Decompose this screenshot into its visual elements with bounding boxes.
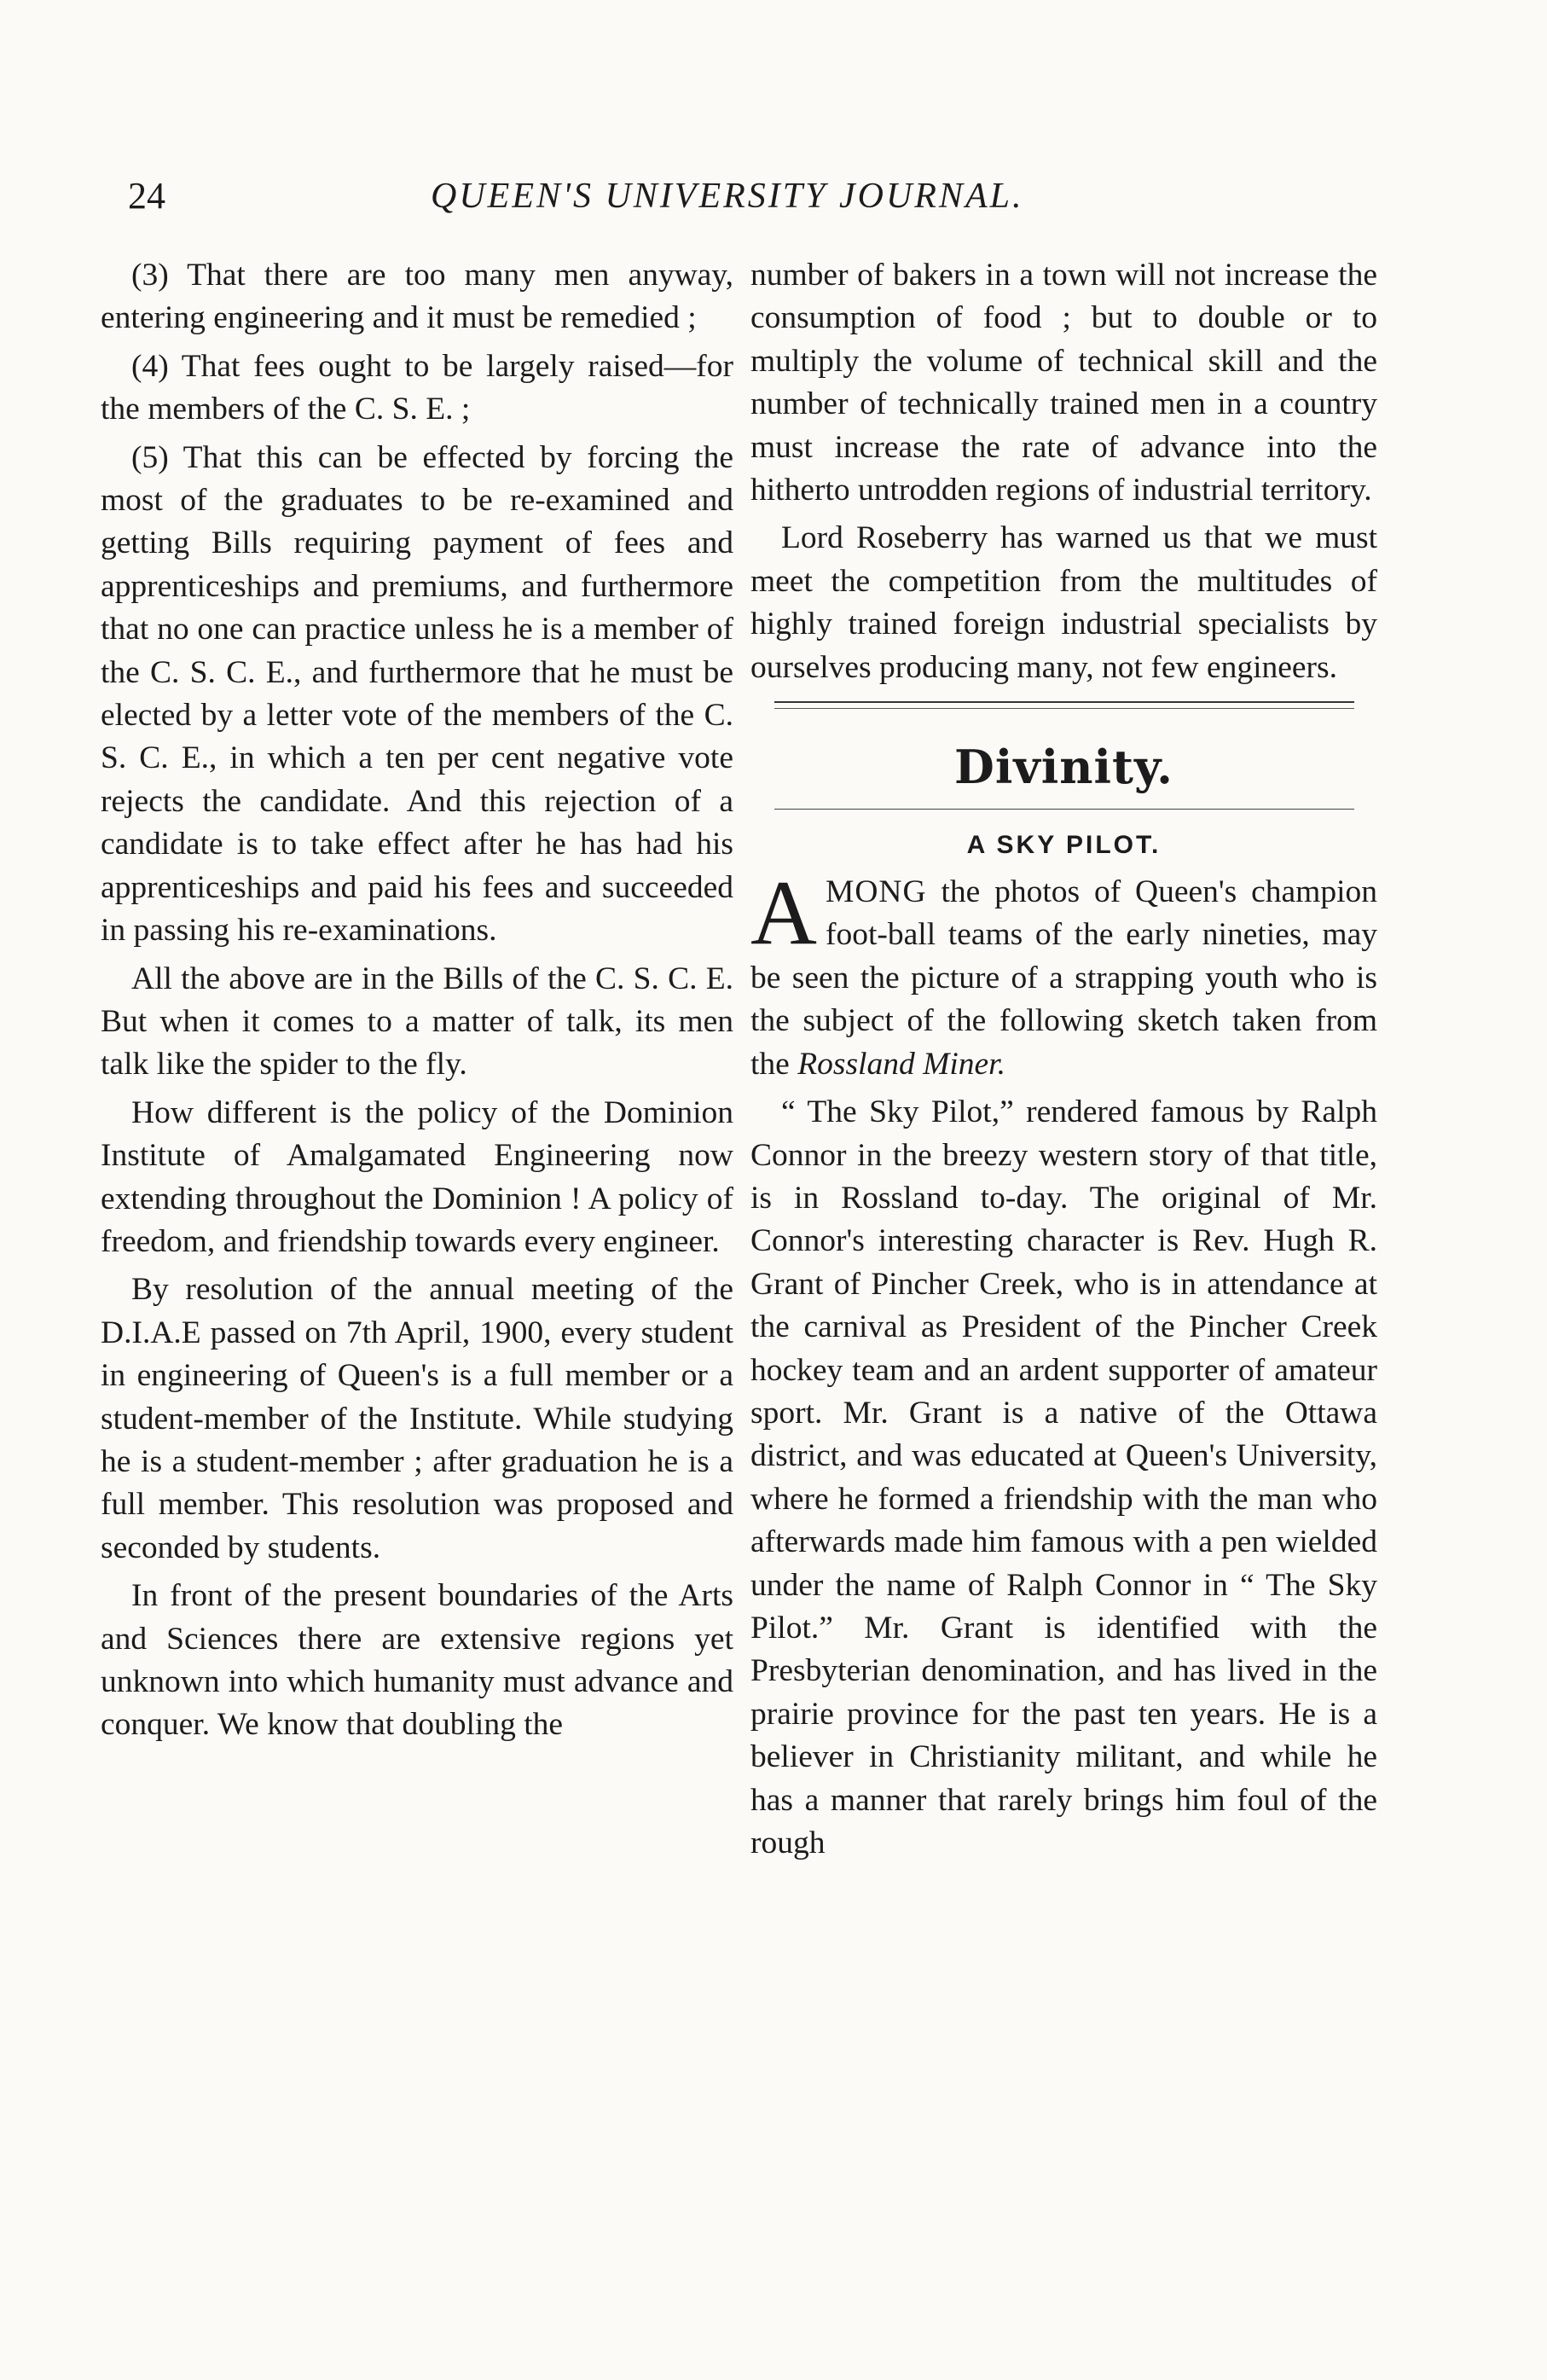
paragraph: Lord Roseberry has warned us that we must meet the competition from the multitudes of highly trained foreign industrial specialists by ourselves producing many, not few engineers. [750, 520, 1377, 685]
paragraph: number of bakers in a town will not increase the consumption of food ; but to double or to multiply the volume of technical skill and the number of technically trained men in a country must increase the rate of advance into the hitherto untrodden regions of industrial territory. [750, 258, 1377, 508]
paragraph: “ The Sky Pilot,” rendered famous by Ralph Connor in the breezy western story of that title, is in Rossland to-day. The original of Mr. Connor's interesting character is Rev. Hugh R. Grant of Pincher Creek, who is in attendance at the carnival as President of the Pincher Creek hockey team and an ardent supporter of amateur sport. Mr. Grant is a native of the Ottawa district, and was educated at Queen's University, where he formed a friendship with the man who afterwards made him famous with a pen wielded under the name of Ralph Connor in “ The Sky Pilot.” Mr. Grant is identified with the Presbyterian denomination, and has lived in the prairie province for the past ten years. He is a believer in Christianity militant, and while he has a manner that rarely brings him foul of the rough [750, 1094, 1377, 1860]
page-number: 24 [128, 175, 165, 217]
paragraph: How different is the policy of the Dominion Institute of Amalgamated Engineering now extending throughout the Dominion ! A policy of freedom, and friendship towards every engineer. [101, 1094, 733, 1259]
drop-cap: A [750, 862, 817, 965]
left-column [101, 254, 733, 2267]
right-column [750, 254, 1377, 2267]
rule-divider [774, 809, 1354, 810]
article-title: A SKY PILOT. [966, 831, 1162, 860]
paragraph: In front of the present boundaries of the Arts and Sciences there are extensive regions yet unknown into which humanity must advance and conquer. We know that doubling the [101, 1578, 733, 1743]
paragraph [750, 862, 1377, 1086]
paragraph: All the above are in the Bills of the C. S. C. E. But when it comes to a matter of talk, its men talk like the spider to the fly. [101, 961, 733, 1083]
publication-name: Rossland Miner. [797, 1046, 1005, 1082]
page-header [128, 169, 1407, 223]
running-head: QUEEN'S UNIVERSITY JOURNAL. [431, 177, 1024, 216]
section-heading: Divinity. [954, 740, 1173, 795]
paragraph: (3) That there are too many men anyway, entering engineering and it must be remedied ; [101, 258, 733, 336]
lead-word: MONG [826, 874, 927, 910]
paragraph-text: the photos of Queen's champion foot-ball teams of the early nineties, may be seen the picture of a strapping youth who is the subject of the following sketch taken from the [750, 874, 1377, 1082]
double-rule-divider [774, 696, 1354, 718]
paragraph: By resolution of the annual meeting of the D.I.A.E passed on 7th April, 1900, every student in engineering of Queen's is a full member or a student-member of the Institute. While studying he is a student-member ; after graduation he is a full member. This resolution was proposed and seconded by students. [101, 1272, 733, 1565]
paragraph: (5) That this can be effected by forcing the most of the graduates to be re-examined and getting Bills requiring payment of fees and apprenticeships and premiums, and furthermore that no one can practice unless he is a member of the C. S. C. E., and furthermore that he must be elected by a letter vote of the members of the C. S. C. E., in which a ten per cent negative vote rejects the candidate. And this rejection of a candidate is to take effect after he has had his apprenticeships and paid his fees and succeeded in passing his re-examinations. [101, 439, 733, 949]
paragraph: (4) That fees ought to be largely raised—for the members of the C. S. E. ; [101, 348, 733, 427]
